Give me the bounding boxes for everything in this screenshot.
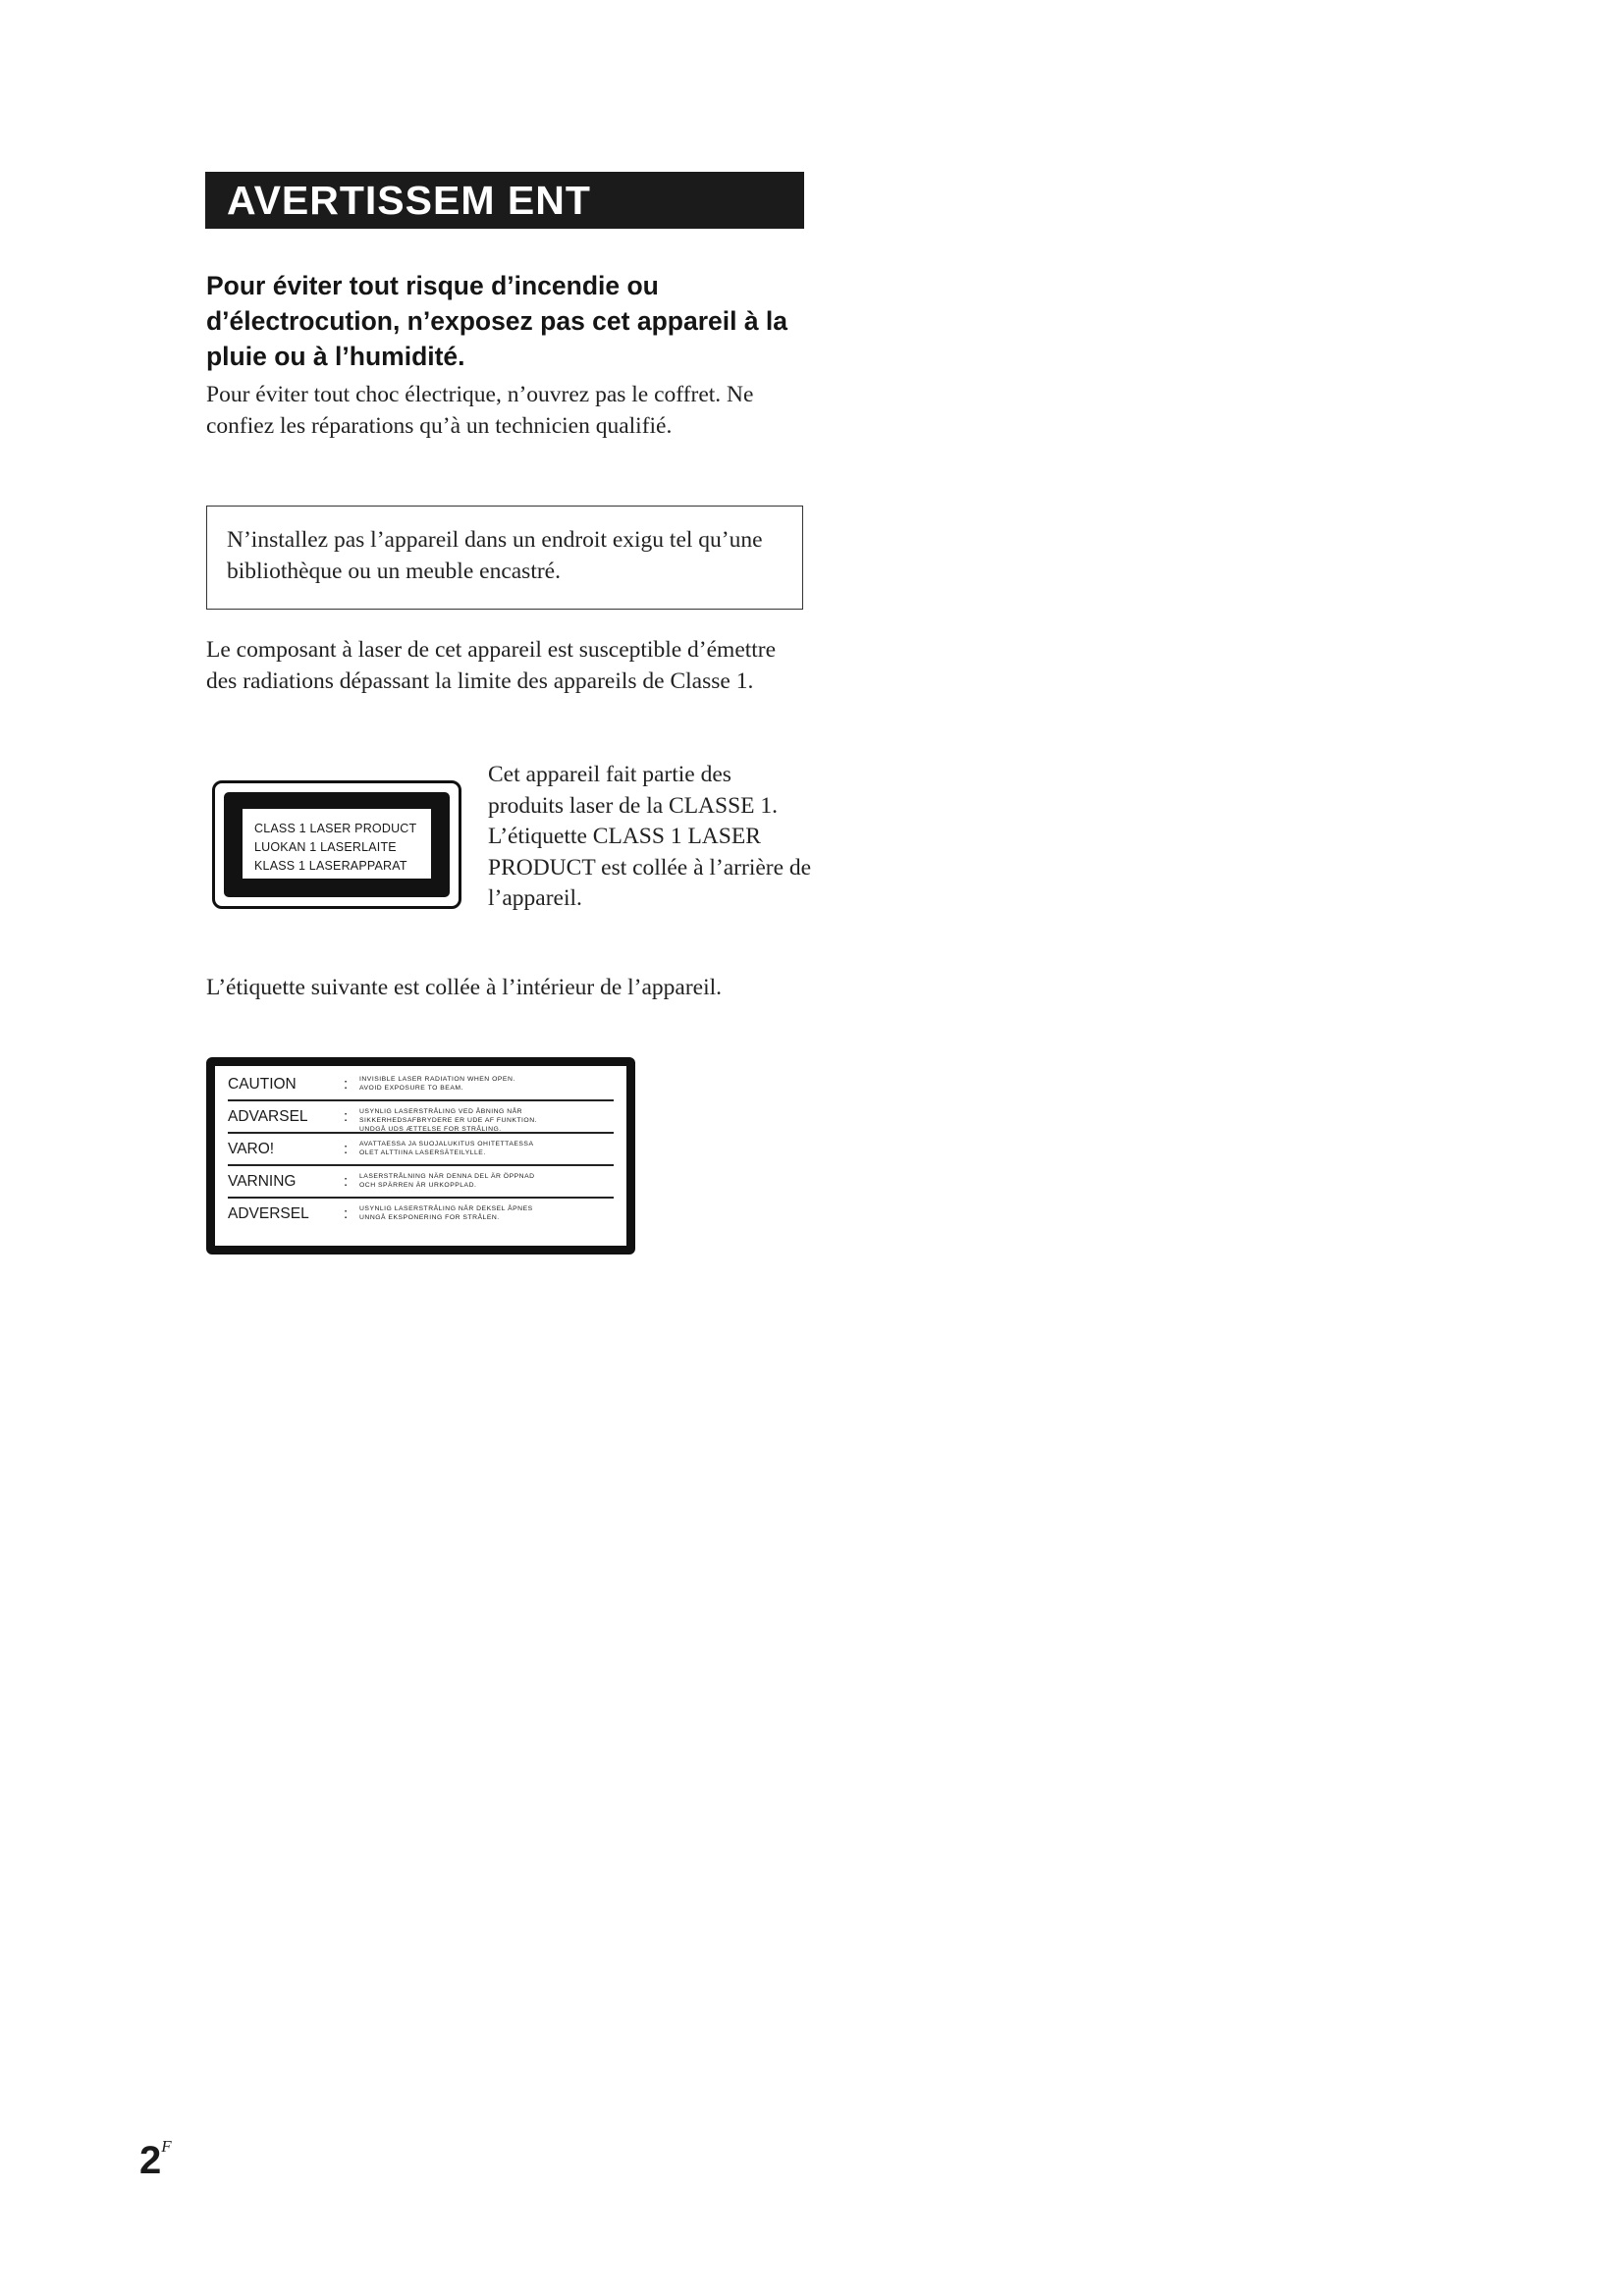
caution-row-key: VARNING (228, 1173, 297, 1190)
caution-row-key: ADVARSEL (228, 1108, 308, 1125)
caution-row (228, 1199, 614, 1231)
class-label-line: KLASS 1 LASERAPPARAT (254, 859, 407, 873)
laser-intro-text: Le composant à laser de cet appareil est susceptible d’émettre des radiations dépassant la limite des appareils de Classe 1. (206, 637, 777, 694)
page-number-value: 2 (139, 2139, 162, 2182)
caution-row (228, 1166, 614, 1199)
caution-row-text: AVATTAESSA JA SUOJALUKITUS OHITETTAESSA OLET ALTTIINA LASERSÄTEILYLLE. (359, 1141, 534, 1156)
class-description-text: Cet appareil fait partie des produits laser de la CLASSE 1. L’étiquette CLASS 1 LASER PRODUCT est collée à l’arrière de l’appareil. (488, 762, 812, 911)
caution-row-colon: : (344, 1141, 349, 1157)
caution-row-text: USYNLIG LASERSTRÅLING NÅR DEKSEL ÅPNES UNNGÅ EKSPONERING FOR STRÅLEN. (359, 1205, 533, 1221)
class-label-line: LUOKAN 1 LASERLAITE (254, 840, 397, 854)
shock-warning-text: Pour éviter tout choc électrique, n’ouvrez pas le coffret. Ne confiez les réparations qu’à un technicien qualifié. (206, 382, 754, 439)
caution-row-text: INVISIBLE LASER RADIATION WHEN OPEN. AVOID EXPOSURE TO BEAM. (359, 1076, 515, 1092)
caution-label-panel (215, 1066, 626, 1246)
caution-row-colon: : (344, 1076, 349, 1093)
section-title-banner: AVERTISSEM ENT (205, 172, 804, 229)
installation-note-box (206, 506, 803, 610)
page-number (139, 2125, 172, 2182)
page-number-suffix: F (161, 2137, 172, 2156)
installation-note-text: N’installez pas l’appareil dans un endroit exigu tel qu’une bibliothèque ou un meuble encastré. (227, 527, 763, 584)
caution-row-colon: : (344, 1205, 349, 1222)
caution-row (228, 1069, 614, 1101)
class-1-laser-label (212, 780, 461, 909)
class-label-line: CLASS 1 LASER PRODUCT (254, 822, 417, 835)
caution-row-key: VARO! (228, 1141, 275, 1157)
inside-label-intro-text: L’étiquette suivante est collée à l’intérieur de l’appareil. (206, 975, 723, 1000)
caution-row-text: USYNLIG LASERSTRÅLING VED ÅBNING NÅR SIKKERHEDSAFBRYDERE ER UDE AF FUNKTION. UNDGÅ UDS ÆTTELSE FOR STRÅLING. (359, 1108, 538, 1133)
class-label-panel (243, 809, 431, 879)
fire-shock-warning-heading: Pour éviter tout risque d’incendie ou d’électrocution, n’exposez pas cet appareil à la pluie ou à l’humidité. (206, 271, 788, 371)
caution-row-key: ADVERSEL (228, 1205, 309, 1222)
caution-row-colon: : (344, 1108, 349, 1125)
caution-label (206, 1057, 635, 1255)
class-label-frame (224, 792, 450, 897)
caution-row (228, 1134, 614, 1166)
caution-row-colon: : (344, 1173, 349, 1190)
caution-row-key: CAUTION (228, 1076, 297, 1093)
caution-row-text: LASERSTRÅLNING NÄR DENNA DEL ÄR ÖPPNAD OCH SPÄRREN ÄR URKOPPLAD. (359, 1173, 535, 1189)
caution-row (228, 1101, 614, 1134)
